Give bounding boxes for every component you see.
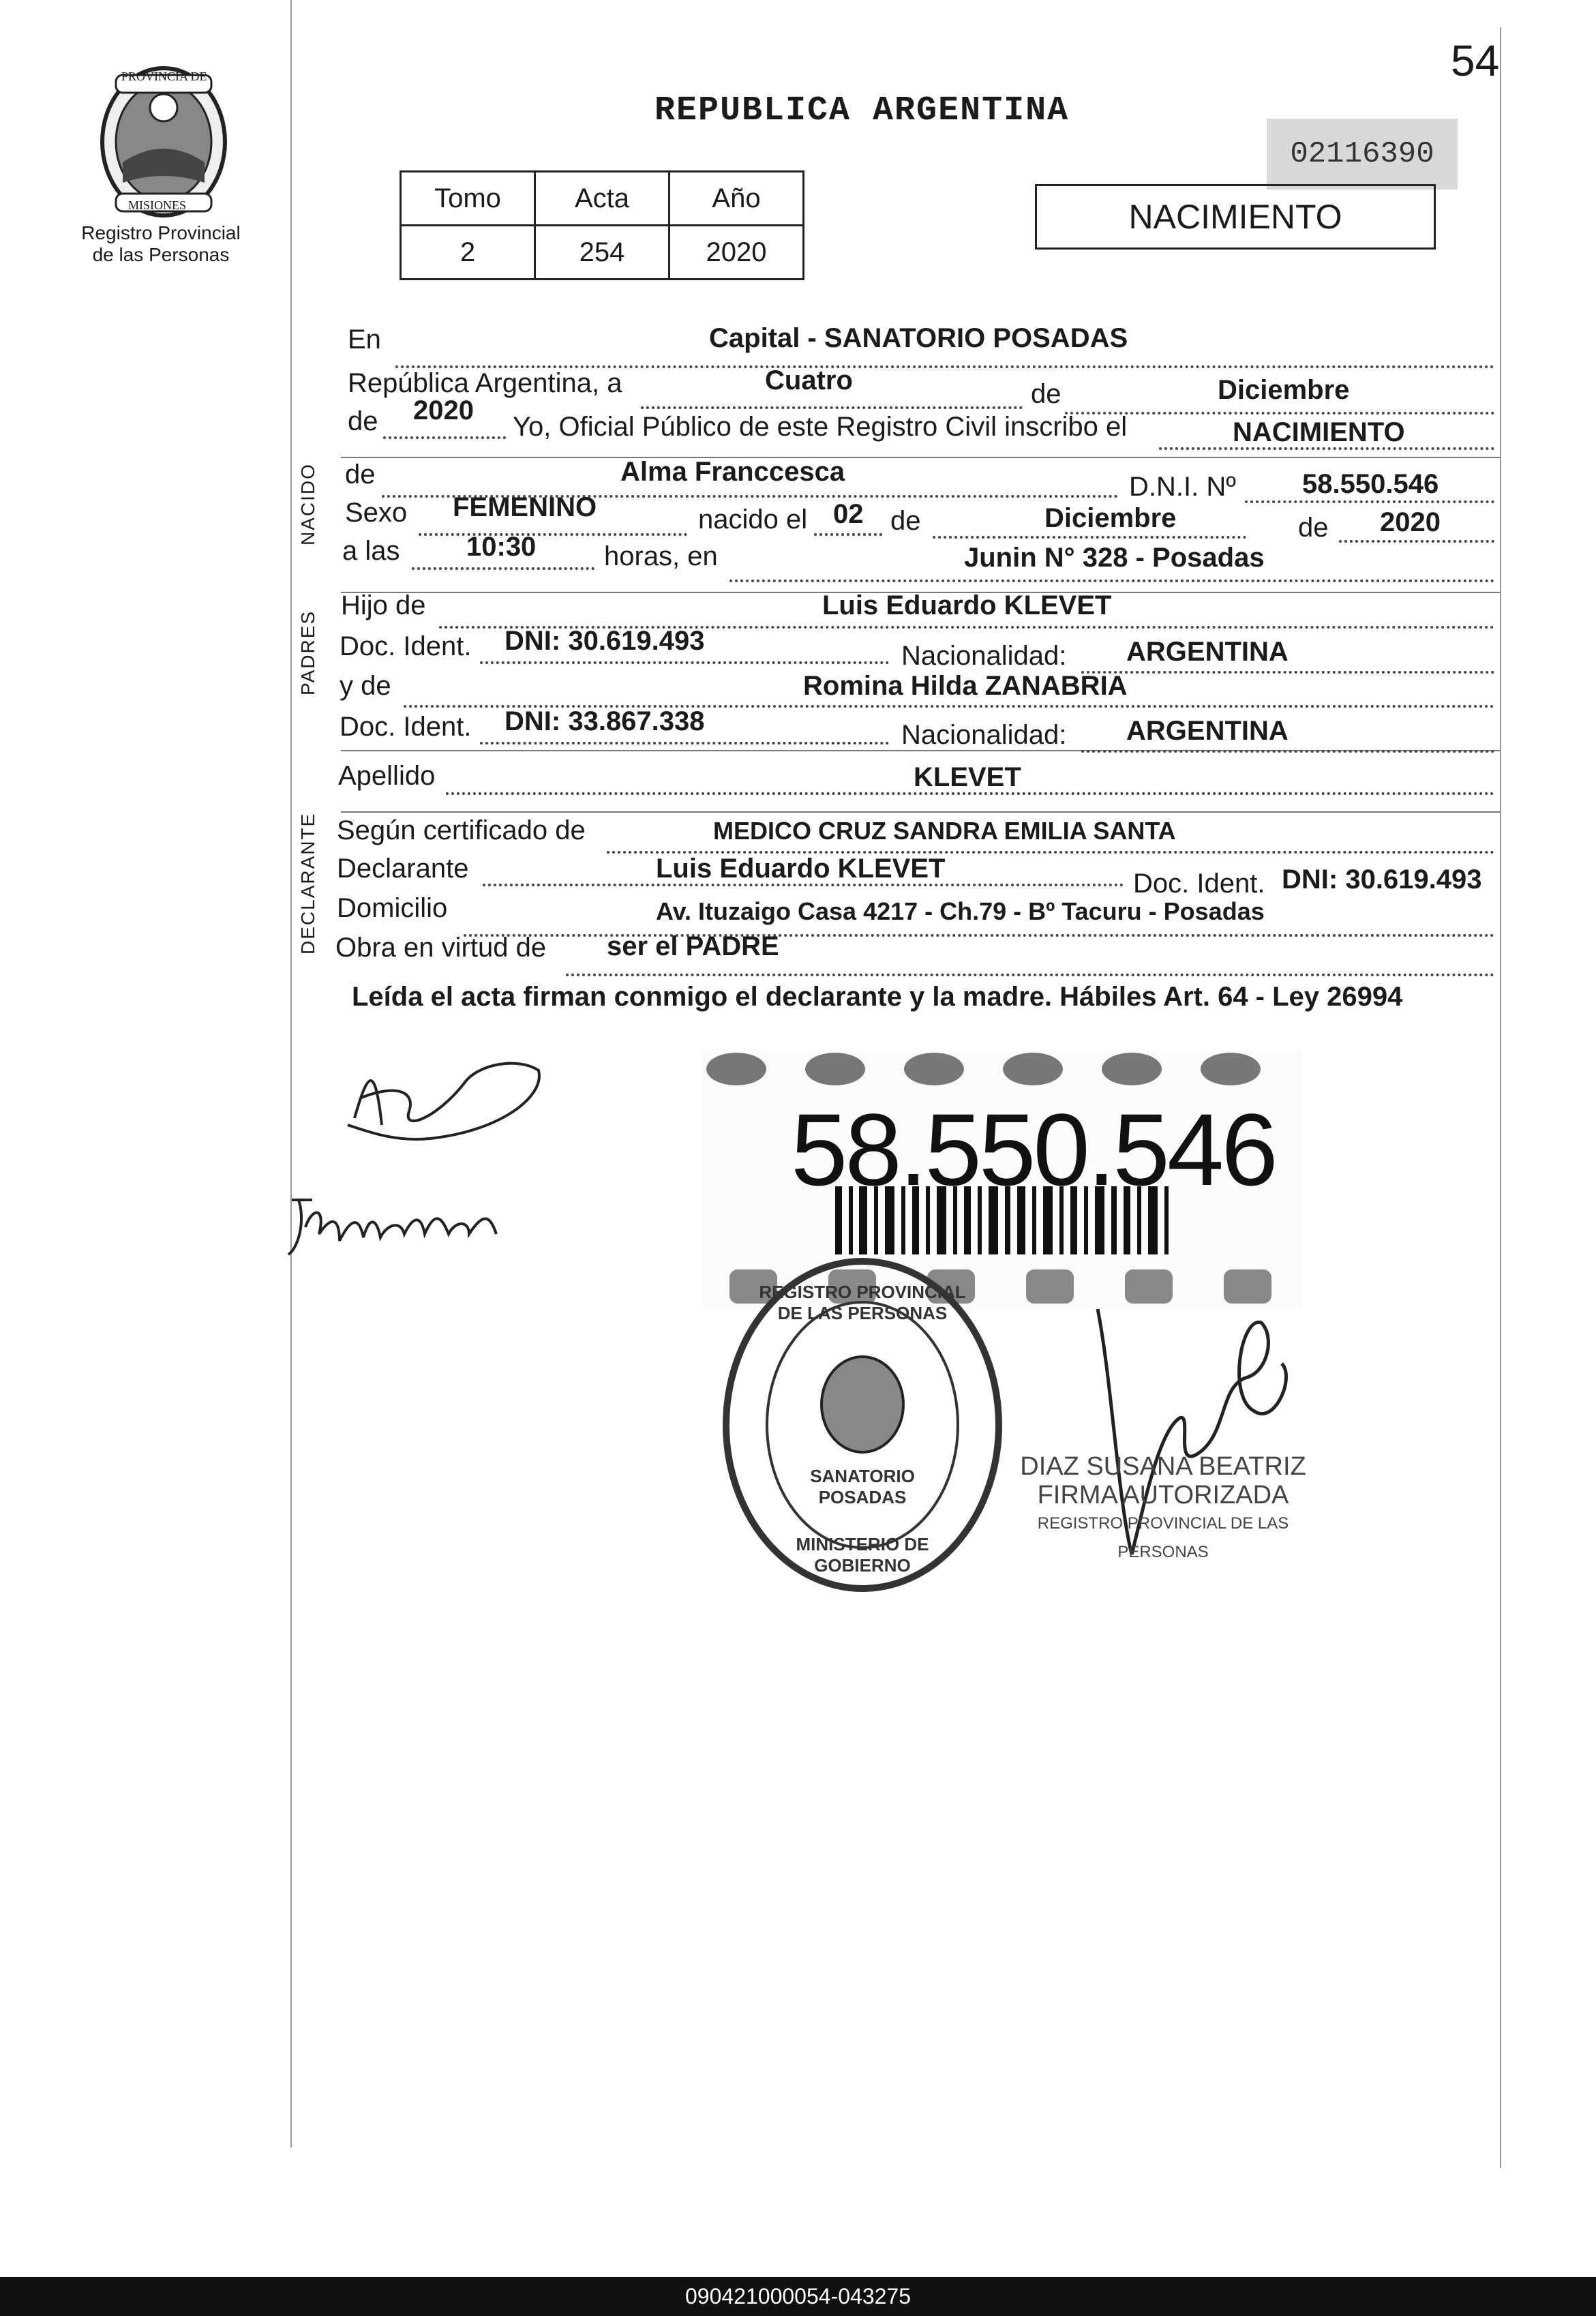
- right-margin-line: [1500, 27, 1501, 2168]
- dotted-line: [1245, 500, 1494, 503]
- left-margin-line: [290, 0, 292, 2148]
- record-table-header-row: [401, 172, 804, 226]
- mother-signature: [285, 1173, 517, 1268]
- label-nacido-el: nacido el: [698, 505, 808, 535]
- value-mother-doc: DNI: 33.867.338: [505, 706, 705, 736]
- value-mother-name: Romina Hilda ZANABRIA: [803, 671, 1128, 701]
- value-declarante: Luis Eduardo KLEVET: [656, 854, 946, 884]
- signer-name: DIAZ SUSANA BEATRIZ: [1020, 1452, 1306, 1481]
- label-birth-de-2: de: [1298, 513, 1329, 543]
- label-declarante-doc: Doc. Ident.: [1133, 869, 1265, 899]
- value-certificado: MEDICO CRUZ SANDRA EMILIA SANTA: [713, 817, 1176, 845]
- value-sexo: FEMENINO: [453, 492, 597, 522]
- value-birth-place: Junin N° 328 - Posadas: [964, 543, 1265, 573]
- label-segun-certificado: Según certificado de: [337, 815, 586, 845]
- serial-number: 02116390: [1267, 119, 1458, 190]
- dotted-line: [480, 742, 889, 745]
- value-place: Capital - SANATORIO POSADAS: [709, 323, 1128, 353]
- label-oficial-text: Yo, Oficial Público de este Registro Civil inscribo el: [513, 412, 1128, 442]
- value-year: 2020: [413, 395, 474, 425]
- dotted-line: [566, 974, 1494, 976]
- value-child-name: Alma Franccesca: [620, 457, 845, 487]
- record-table: [400, 170, 804, 280]
- label-a-las: a las: [342, 536, 400, 566]
- signer-office: REGISTRO PROVINCIAL DE LAS PERSONAS: [1037, 1514, 1289, 1561]
- value-tomo: 2: [401, 226, 535, 280]
- footer-code: 090421000054-043275: [0, 2277, 1596, 2316]
- label-declarante: Declarante: [337, 854, 469, 884]
- label-domicilio: Domicilio: [337, 893, 448, 923]
- label-de-year: de: [348, 406, 378, 436]
- dotted-line: [641, 406, 1023, 409]
- logo-caption-line-1: Registro Provincial: [81, 222, 241, 243]
- label-sexo: Sexo: [345, 498, 408, 528]
- label-de-name: de: [345, 460, 376, 490]
- value-hora: 10:30: [466, 532, 537, 562]
- value-apellido: KLEVET: [914, 762, 1021, 792]
- value-birth-day: 02: [833, 499, 864, 529]
- label-doc-ident-mother: Doc. Ident.: [340, 712, 472, 742]
- stamp-inner-text-1: SANATORIO POSADAS: [810, 1466, 915, 1507]
- side-label-declarante: DECLARANTE: [297, 812, 318, 954]
- value-month: Diciembre: [1218, 375, 1350, 405]
- logo-text-top: PROVINCIA DE: [121, 70, 207, 83]
- record-table-value-row: [401, 226, 804, 280]
- value-father-doc: DNI: 30.619.493: [505, 626, 705, 656]
- value-declarante-doc: DNI: 30.619.493: [1282, 864, 1482, 894]
- declarant-signature: [341, 1043, 559, 1145]
- label-dni: D.N.I. Nº: [1129, 472, 1236, 502]
- label-doc-ident-father: Doc. Ident.: [340, 631, 472, 661]
- value-child-dni: 58.550.546: [1302, 469, 1439, 499]
- signer-block: [1020, 1452, 1306, 1567]
- value-domicilio: Av. Ituzaigo Casa 4217 - Ch.79 - Bº Tacuru - Posadas: [656, 897, 1265, 925]
- sticker-number: 58.550.546: [791, 1092, 1276, 1207]
- dotted-line: [814, 533, 882, 536]
- header-tomo: Tomo: [401, 172, 535, 226]
- dotted-line: [933, 536, 1246, 539]
- label-republica: República Argentina, a: [348, 368, 622, 398]
- label-birth-de: de: [890, 506, 921, 536]
- label-nacionalidad-mother: Nacionalidad:: [901, 720, 1067, 750]
- label-hijo-de: Hijo de: [341, 590, 426, 620]
- record-type-box: NACIMIENTO: [1035, 184, 1436, 250]
- value-birth-year: 2020: [1380, 507, 1441, 537]
- label-en: En: [348, 325, 381, 355]
- page-number: 54: [1451, 36, 1500, 85]
- label-horas-en: horas, en: [604, 541, 718, 571]
- dotted-line: [1081, 750, 1494, 753]
- signer-role: FIRMA AUTORIZADA: [1037, 1481, 1289, 1509]
- label-de-month: de: [1031, 379, 1062, 409]
- logo-caption: [65, 222, 256, 266]
- stamp-inner-text-2: MINISTERIO DE GOBIERNO: [796, 1534, 929, 1576]
- value-father-name: Luis Eduardo KLEVET: [822, 590, 1112, 620]
- dotted-line: [1081, 671, 1494, 674]
- value-inscription-type: NACIMIENTO: [1233, 417, 1405, 447]
- label-nacionalidad-father: Nacionalidad:: [901, 641, 1067, 671]
- value-father-nationality: ARGENTINA: [1126, 637, 1289, 667]
- dotted-line: [1065, 412, 1494, 415]
- value-anio: 2020: [669, 226, 804, 280]
- dotted-line: [383, 436, 506, 439]
- section-separator-4: [341, 811, 1500, 813]
- dotted-line: [412, 567, 594, 570]
- logo-caption-line-2: de las Personas: [92, 244, 230, 265]
- label-apellido: Apellido: [338, 761, 436, 791]
- section-separator-1: [341, 457, 1500, 458]
- label-obra-en-virtud: Obra en virtud de: [335, 933, 547, 963]
- side-label-nacido: NACIDO: [297, 463, 318, 545]
- value-day-words: Cuatro: [765, 365, 853, 395]
- closing-statement: Leída el acta firman conmigo el declarante y la madre. Hábiles Art. 64 - Ley 26994: [352, 982, 1403, 1012]
- value-obra: ser el PADRE: [607, 931, 779, 961]
- stamp-outer-text: REGISTRO PROVINCIAL DE LAS PERSONAS: [759, 1282, 966, 1323]
- side-label-padres: PADRES: [297, 610, 318, 695]
- value-mother-nationality: ARGENTINA: [1126, 716, 1289, 746]
- header-anio: Año: [669, 172, 804, 226]
- value-birth-month: Diciembre: [1044, 503, 1177, 533]
- label-y-de: y de: [340, 671, 391, 701]
- dotted-line: [419, 533, 687, 536]
- document-title: REPUBLICA ARGENTINA: [654, 91, 1070, 130]
- value-acta: 254: [535, 226, 669, 280]
- dotted-line: [729, 580, 1494, 582]
- dotted-line: [1339, 540, 1494, 543]
- header-acta: Acta: [535, 172, 669, 226]
- logo-text-bottom: MISIONES: [128, 198, 187, 212]
- dotted-line: [480, 661, 889, 664]
